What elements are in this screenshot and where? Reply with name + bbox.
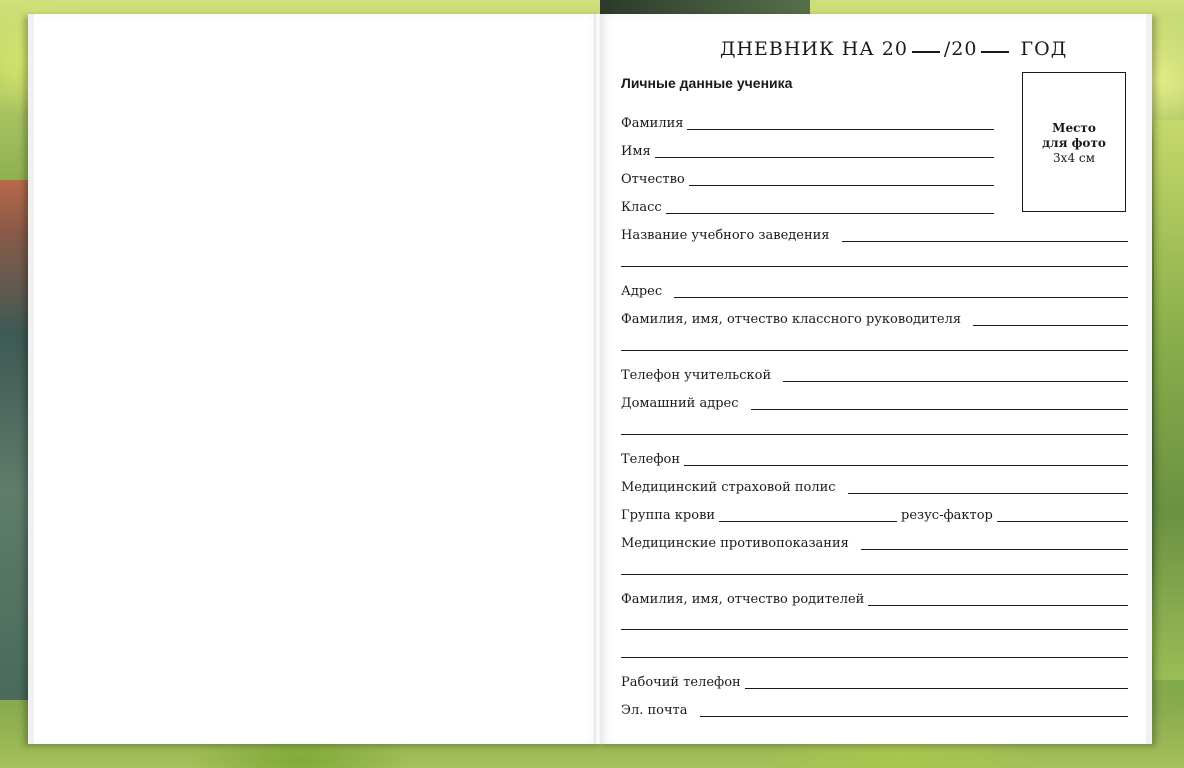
patronymic-field [621,168,994,188]
home-address-field [621,392,1128,412]
insurance-field [621,476,1128,496]
parents-line-2[interactable] [621,629,1128,630]
school-field [621,224,1128,244]
photo-label-2: для фото [1042,136,1106,150]
parents-label: Фамилия, имя, отчество родителей [621,592,865,607]
section-heading: Личные данные ученика [621,75,793,91]
left-page-blank [28,14,604,744]
phone-label: Телефон [621,452,680,467]
parents-line[interactable] [868,605,1128,606]
contraindications-label: Медицинские противопоказания [621,536,849,551]
home-address-label: Домашний адрес [621,396,739,411]
class-line[interactable] [666,213,994,214]
insurance-label: Медицинский страховой полис [621,480,836,495]
staff-phone-field [621,364,1128,384]
parents-field [621,588,1128,608]
school-line[interactable] [842,241,1128,242]
teacher-line[interactable] [973,325,1128,326]
patronymic-label: Отчество [621,172,685,187]
teacher-line-2[interactable] [621,350,1128,351]
diary-title [720,38,1068,60]
contraindications-line[interactable] [861,549,1128,550]
email-line[interactable] [700,716,1129,717]
email-field [621,699,1128,719]
work-phone-field [621,671,1128,691]
background-right-strip [1154,120,1184,680]
contraindications-line-2[interactable] [621,574,1128,575]
title-part-3: ГОД [1020,38,1068,60]
home-address-line[interactable] [751,409,1128,410]
teacher-field [621,308,1128,328]
photo-label-1: Место [1052,121,1096,135]
name-field [621,140,994,160]
name-line[interactable] [655,157,994,158]
home-address-line-2[interactable] [621,434,1128,435]
surname-line[interactable] [687,129,994,130]
rh-factor-label: резус-фактор [901,508,993,523]
photo-placeholder [1022,72,1126,212]
title-part-1: ДНЕВНИК НА 20 [720,38,908,60]
rh-factor-line[interactable] [997,521,1128,522]
teacher-label: Фамилия, имя, отчество классного руководителя [621,312,962,327]
school-label: Название учебного заведения [621,228,830,243]
staff-phone-line[interactable] [783,381,1128,382]
contraindications-field [621,532,1128,552]
email-label: Эл. почта [621,703,688,718]
title-part-2: /20 [943,38,978,60]
phone-line[interactable] [684,465,1128,466]
phone-field [621,448,1128,468]
book-spine [594,14,602,744]
address-label: Адрес [621,284,663,299]
photo-size-label: 3x4 см [1053,151,1095,165]
title-year-blank-1[interactable] [912,51,940,53]
blood-group-label: Группа крови [621,508,716,523]
title-year-blank-2[interactable] [981,51,1009,53]
blood-field [621,504,1128,524]
background-left-strip [0,180,30,700]
address-field [621,280,1128,300]
class-field [621,196,994,216]
class-label: Класс [621,200,662,215]
school-line-2[interactable] [621,266,1128,267]
staff-phone-label: Телефон учительской [621,368,772,383]
surname-label: Фамилия [621,116,684,131]
work-phone-line[interactable] [745,688,1128,689]
name-label: Имя [621,144,651,159]
blood-group-line[interactable] [719,521,897,522]
surname-field [621,112,994,132]
address-line[interactable] [674,297,1128,298]
insurance-line[interactable] [848,493,1128,494]
parents-line-3[interactable] [621,657,1128,658]
work-phone-label: Рабочий телефон [621,675,741,690]
patronymic-line[interactable] [689,185,994,186]
